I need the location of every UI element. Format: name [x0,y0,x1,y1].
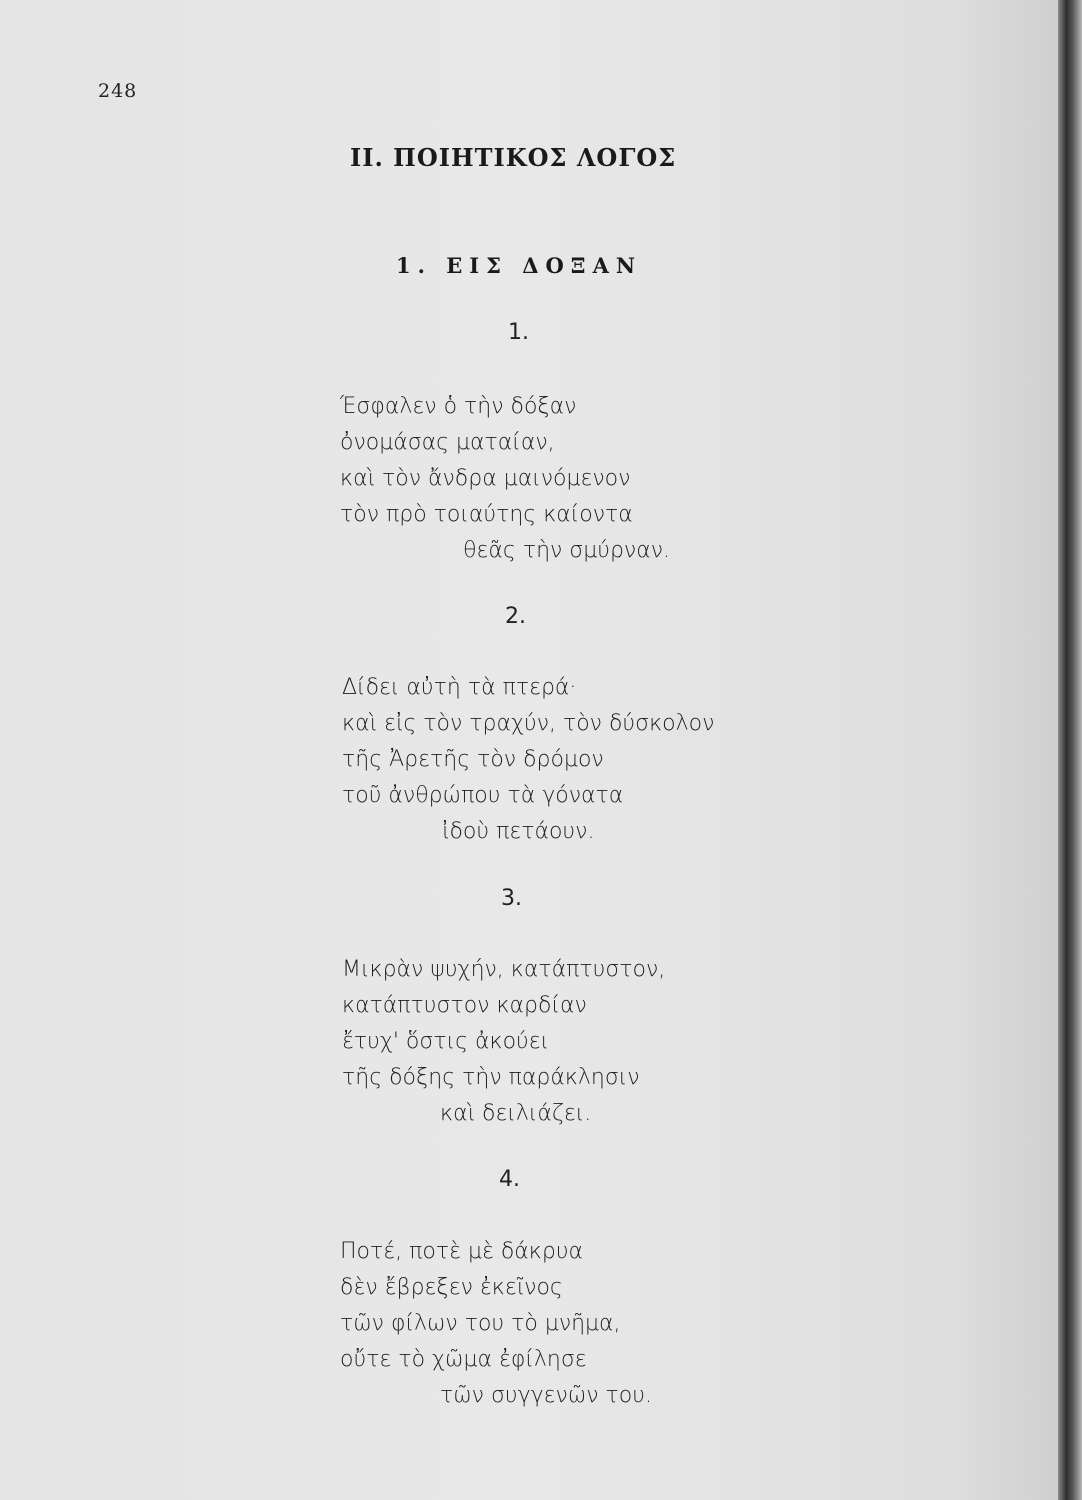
poem-title: 1. ΕΙΣ ΔΟΞΑΝ [396,253,643,278]
verse-line: τὸν πρὸ τοιαύτης καίοντα [340,502,633,527]
verse-line: δὲν ἔβρεξεν ἐκεῖνος [340,1275,563,1300]
stanza-number: 2. [505,604,526,629]
stanza [342,952,722,1132]
verse-line: καὶ εἰς τὸν τραχύν, τὸν δύσκολον [342,711,715,736]
stanza-number: 3. [501,886,522,911]
verse-line: Μικρὰν ψυχήν, κατάπτυστον, [342,957,666,982]
verse-line: καὶ δειλιάζει. [440,1101,592,1126]
verse-line: τῶν συγγενῶν του. [440,1383,652,1408]
stanza-number: 1. [508,320,529,345]
verse-line: Ποτέ, ποτὲ μὲ δάκρυα [340,1239,584,1264]
verse-line: κατάπτυστον καρδίαν [342,993,587,1018]
verse-line: τοῦ ἀνθρώπου τὰ γόνατα [342,783,624,808]
verse-line: ὀνομάσας ματαίαν, [340,430,555,455]
stanza [342,670,747,850]
verse-line: θεᾶς τὴν σμύρναν. [463,538,670,563]
verse-line: Δίδει αὐτὴ τὰ πτερά· [342,675,577,700]
stanza [340,389,670,569]
verse-line: τῆς Ἀρετῆς τὸν δρόμον [342,747,604,772]
verse-line: Έσφαλεν ὁ τὴν δόξαν [340,394,577,419]
verse-line: τῆς δόξης τὴν παράκλησιν [342,1065,640,1090]
section-title: ΙΙ. ΠΟΙΗΤΙΚΟΣ ΛΟΓΟΣ [350,143,677,172]
verse-line: ἔτυχ' ὅστις ἀκούει [342,1029,550,1054]
stanza [340,1234,685,1414]
page-number: 248 [98,80,138,102]
verse-line: ἰδοὺ πετάουν. [442,819,595,844]
verse-line: τῶν φίλων του τὸ μνῆμα, [340,1311,621,1336]
book-binding-shadow [1058,0,1082,1500]
verse-line: καὶ τὸν ἄνδρα μαινόμενον [340,466,631,491]
verse-line: οὔτε τὸ χῶμα ἐφίλησε [340,1347,587,1372]
stanza-number: 4. [499,1167,520,1192]
